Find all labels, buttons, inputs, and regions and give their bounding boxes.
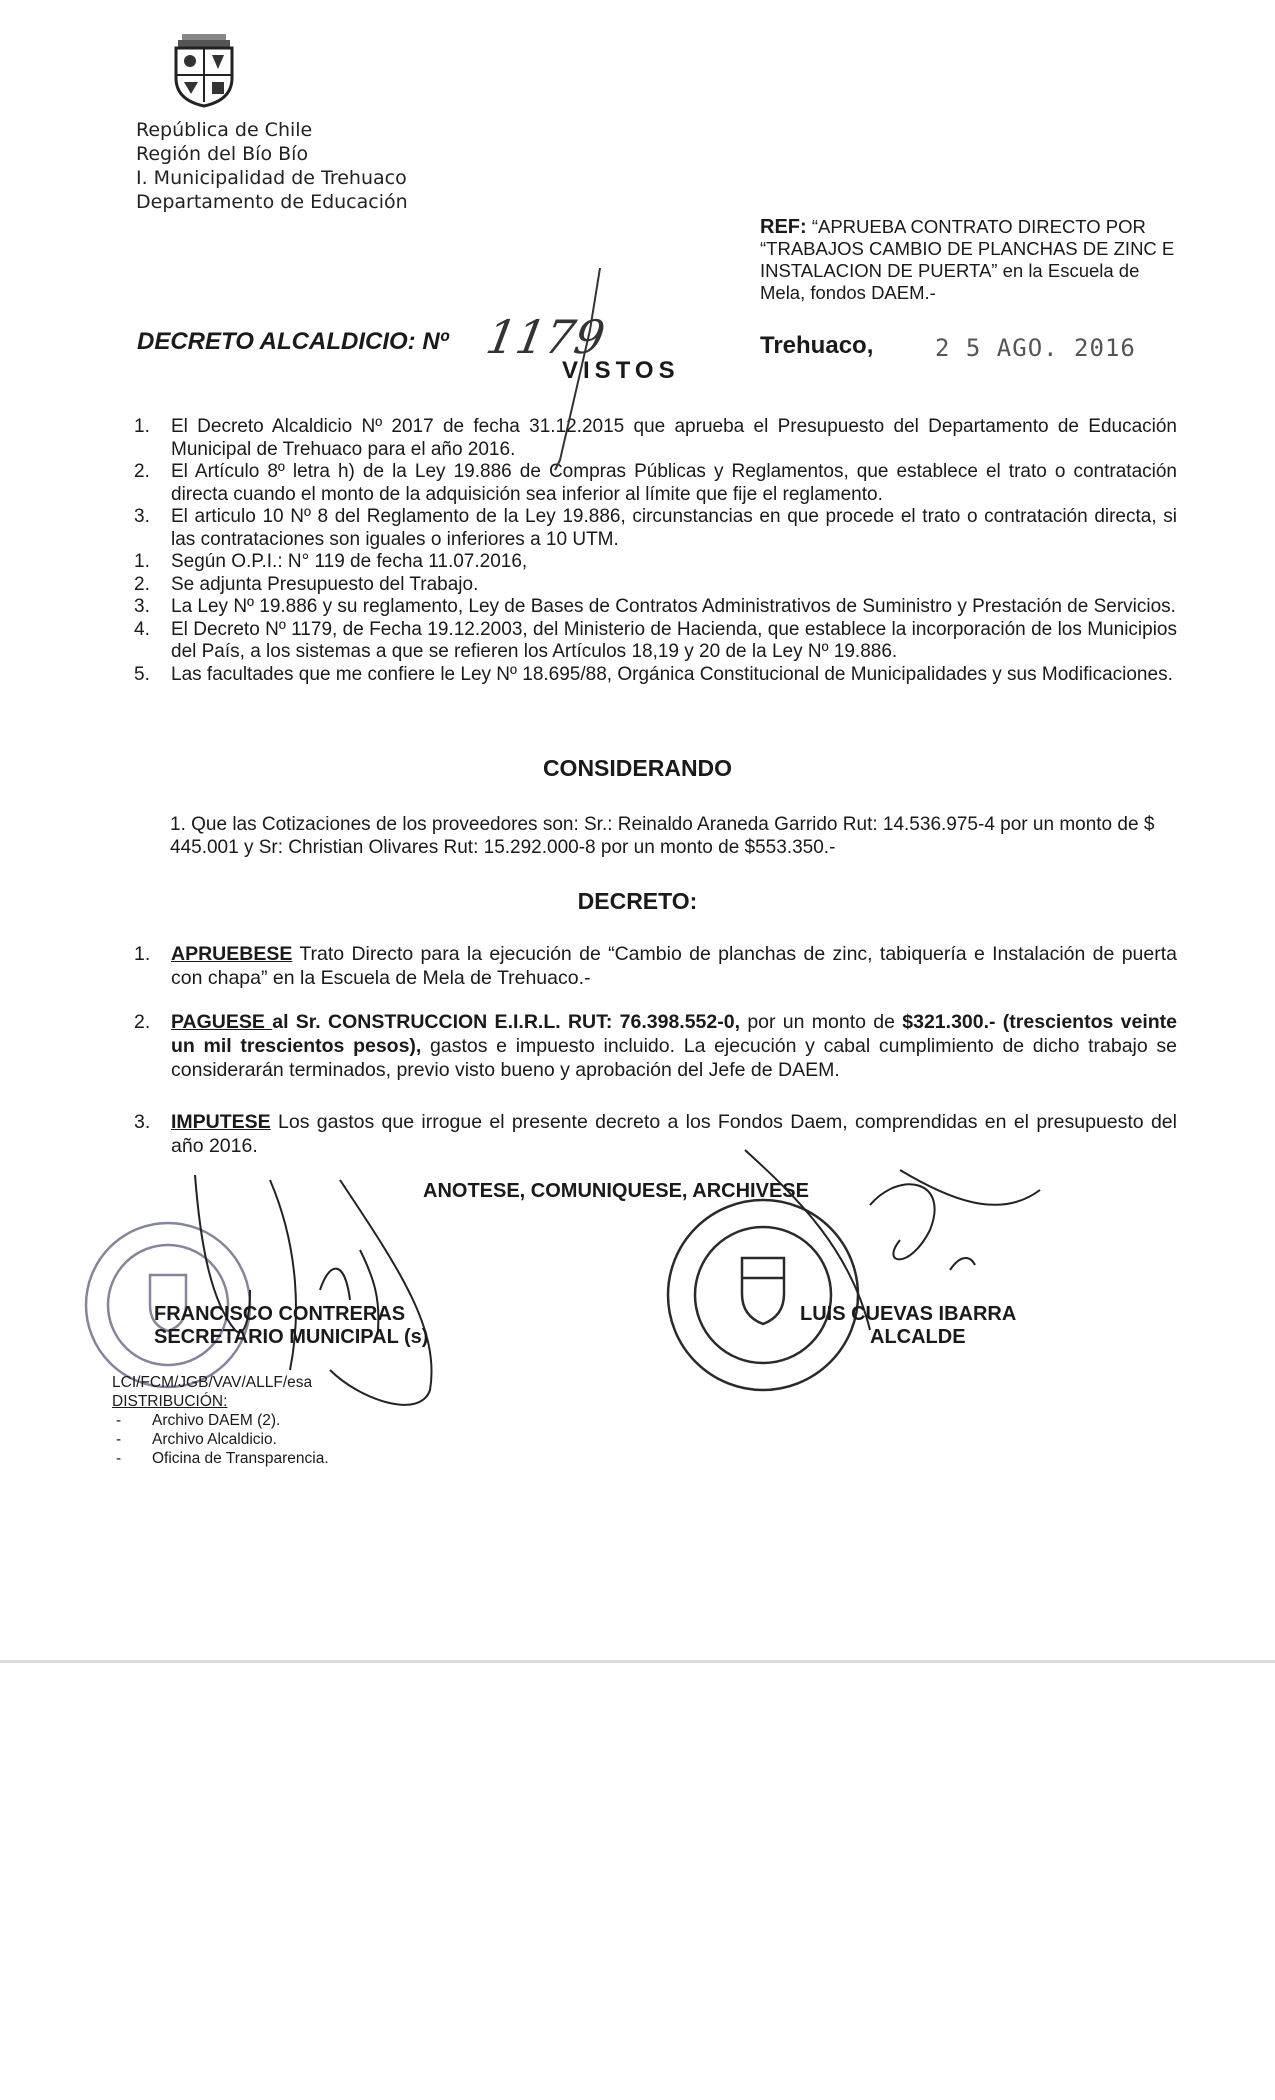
closing-formula: ANOTESE, COMUNIQUESE, ARCHIVESE	[423, 1180, 809, 1202]
list-item: - Archivo DAEM (2).	[116, 1412, 281, 1429]
distribution-heading: DISTRIBUCIÓN:	[112, 1393, 228, 1410]
payment-amount: $321.300.- (trescientos veinte un mil trescientos pesos),	[171, 1011, 1177, 1057]
left-signer-name: FRANCISCO CONTRERAS	[154, 1303, 406, 1325]
initials: LCI/FCM/JGB/VAV/ALLF/esa	[112, 1374, 313, 1391]
date-stamp: 2 5 AGO. 2016	[935, 334, 1136, 362]
list-item: 1. El Decreto Alcaldicio Nº 2017 de fecha 31.12.2015 que aprueba el Presupuesto del Departamento de Educación Municipal de Trehuaco para el año 2016.	[134, 416, 1177, 460]
list-item: 3. La Ley Nº 19.886 y su reglamento, Ley de Bases de Contratos Administrativos de Suministro y Prestación de Servicios.	[134, 596, 1176, 617]
header-line-department: Departamento de Educación	[136, 191, 408, 213]
list-item: - Archivo Alcaldicio.	[116, 1431, 277, 1448]
list-item: 1. Según O.P.I.: N° 119 de fecha 11.07.2016,	[134, 551, 528, 572]
decree-item-impute: 3. IMPUTESE Los gastos que irrogue el presente decreto a los Fondos Daem, comprendidas en el presupuesto del año 2016.	[134, 1111, 1177, 1157]
keyword-imputese: IMPUTESE	[171, 1111, 271, 1133]
list-item: 2. Se adjunta Presupuesto del Trabajo.	[134, 573, 479, 595]
list-item: 2. El Artículo 8º letra h) de la Ley 19.886 de Compras Públicas y Reglamentos, que establece el trato o contratación directa cuando el monto de la adquisición sea inferior al límite que fije el reglamento.	[134, 461, 1177, 505]
considerando-text: 1. Que las Cotizaciones de los proveedores son: Sr.: Reinaldo Araneda Garrido Rut: 14.536.975-4 por un monto de $ 445.001 y Sr: Christian Olivares Rut: 15.292.000-8 por un monto de $553.350.-	[170, 814, 1155, 858]
list-item: 5. Las facultades que me confiere le Ley Nº 18.695/88, Orgánica Constitucional de Municipalidades y sus Modificaciones.	[134, 663, 1173, 685]
right-signer-name: LUIS CUEVAS IBARRA	[800, 1303, 1017, 1325]
right-seal-icon	[668, 1200, 858, 1390]
blank-area	[0, 1663, 1275, 2100]
municipal-coat-of-arms-icon	[168, 30, 240, 108]
reference-label: REF:	[760, 216, 807, 238]
keyword-paguese: PAGUESE	[171, 1011, 273, 1033]
vistos-list	[134, 416, 1177, 686]
considerando-heading: CONSIDERANDO	[542, 755, 733, 781]
reference-text: “APRUEBA CONTRATO DIRECTO POR “TRABAJOS CAMBIO DE PLANCHAS DE ZINC E INSTALACION DE PUERTA” en la Escuela de Mela, fondos DAEM.-	[760, 216, 1175, 303]
vistos-heading: VISTOS	[562, 357, 680, 384]
header-line-municipality: I. Municipalidad de Trehuaco	[136, 167, 407, 189]
left-signature-icon	[195, 1175, 432, 1405]
list-item: - Oficina de Transparencia.	[116, 1450, 329, 1467]
left-signature-block	[154, 1303, 428, 1349]
header-line-region: Región del Bío Bío	[136, 143, 309, 165]
keyword-apruebese: APRUEBESE	[171, 943, 293, 965]
issuer-header	[136, 118, 408, 214]
decree-item-pay: 2. PAGUESE al Sr. CONSTRUCCION E.I.R.L. RUT: 76.398.552-0, por un monto de $321.300.- (trescientos veinte un mil trescientos pesos), gastos e impuesto incluido. La ejecución y cabal cumplimiento de dicho trabajo se considerarán terminados, previo visto bueno y aprobación del Jefe de DAEM.	[134, 1011, 1178, 1081]
left-signer-title: SECRETARIO MUNICIPAL (s)	[154, 1326, 429, 1348]
decree-number-handwritten: 1179	[482, 310, 609, 364]
right-signer-title: ALCALDE	[870, 1326, 966, 1348]
distribution-block	[112, 1373, 329, 1468]
place-label: Trehuaco,	[760, 332, 874, 359]
list-item: 4. El Decreto Nº 1179, de Fecha 19.12.2003, del Ministerio de Hacienda, que establece la incorporación de los Municipios del País, a los sistemas a que se refieren los Artículos 18,19 y 20 de la Ley Nº 19.886.	[134, 618, 1177, 662]
decreto-heading: DECRETO:	[577, 888, 698, 914]
decree-title: DECRETO ALCALDICIO: Nº	[137, 328, 449, 355]
reference-block	[760, 216, 1180, 304]
list-item: 3. El articulo 10 Nº 8 del Reglamento de la Ley 19.886, circunstancias en que procede el trato o contratación directa, si las contrataciones son iguales o inferiores a 10 UTM.	[134, 506, 1177, 550]
right-signature-block	[800, 1303, 1016, 1349]
decree-item-approve: 1. APRUEBESE Trato Directo para la ejecución de “Cambio de planchas de zinc, tabiquería e Instalación de puerta con chapa” en la Escuela de Mela de Trehuaco.-	[134, 943, 1177, 989]
header-line-country: República de Chile	[136, 119, 313, 141]
